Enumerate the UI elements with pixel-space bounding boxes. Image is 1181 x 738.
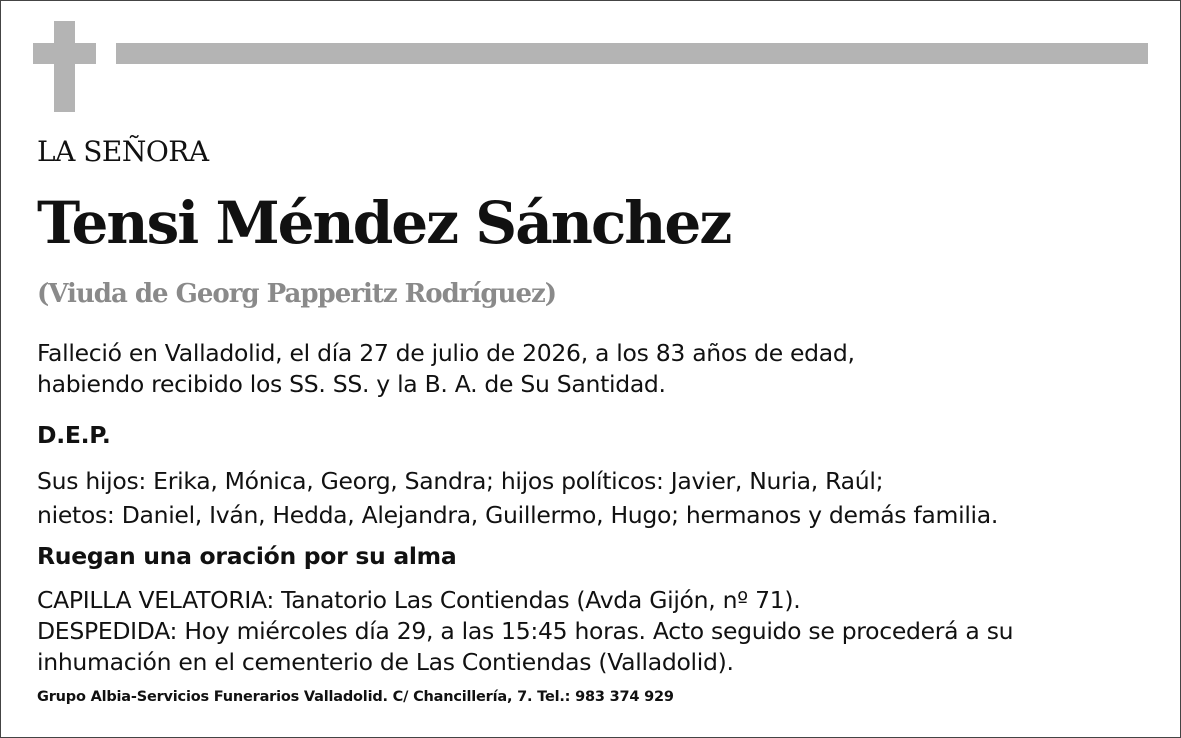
family-line-1: Sus hijos: Erika, Mónica, Georg, Sandra; hijos políticos: Javier, Nuria, Raúl; <box>37 467 884 495</box>
arrangements-line-1: CAPILLA VELATORIA: Tanatorio Las Contiendas (Avda Gijón, nº 71). <box>37 586 801 614</box>
funeral-home-footer: Grupo Albia-Servicios Funerarios Valladolid. C/ Chancillería, 7. Tel.: 983 374 929 <box>37 689 674 705</box>
arrangements-line-3: inhumación en el cementerio de Las Contiendas (Valladolid). <box>37 648 734 676</box>
widow-note: (Viuda de Georg Papperitz Rodríguez) <box>37 279 557 309</box>
arrangements-line-2: DESPEDIDA: Hoy miércoles día 29, a las 15:45 horas. Acto seguido se procederá a su <box>37 617 1014 645</box>
cross-icon-horizontal <box>33 43 96 64</box>
prayer-request: Ruegan una oración por su alma <box>37 542 457 570</box>
heading: LA SEÑORA <box>37 135 209 168</box>
rip-label: D.E.P. <box>37 421 111 449</box>
family-line-2: nietos: Daniel, Iván, Hedda, Alejandra, Guillermo, Hugo; hermanos y demás familia. <box>37 501 999 529</box>
death-notice-line-2: habiendo recibido los SS. SS. y la B. A. de Su Santidad. <box>37 370 666 398</box>
deceased-name: Tensi Méndez Sánchez <box>37 189 731 257</box>
cross-icon-vertical <box>54 21 75 112</box>
header-bar <box>116 43 1148 64</box>
death-notice-line-1: Falleció en Valladolid, el día 27 de julio de 2026, a los 83 años de edad, <box>37 339 855 367</box>
